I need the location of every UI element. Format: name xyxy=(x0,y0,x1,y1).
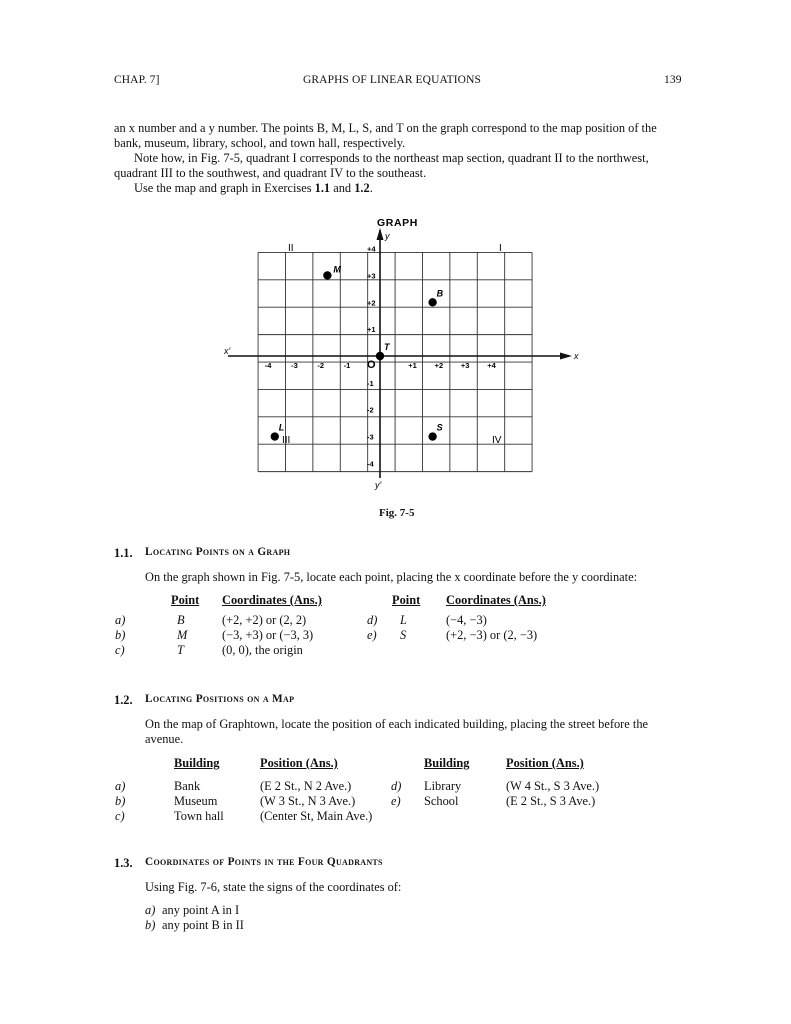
x-tick-label: -4 xyxy=(264,361,272,370)
graph-point xyxy=(428,298,436,306)
building-position: (E 2 St., N 2 Ave.) xyxy=(260,779,352,793)
intro-paragraph-1: an x number and a y number. The points B, M, L, S, and T on the graph correspond to the map position of the bank, museum, library, school, and town hall, respectively. xyxy=(114,121,657,150)
item-letter: e) xyxy=(391,794,401,808)
graph-point xyxy=(376,352,384,360)
quadrant-label: IV xyxy=(492,435,502,446)
point-name: M xyxy=(177,628,188,642)
graph-points xyxy=(271,264,444,440)
quadrant-label: II xyxy=(288,243,294,254)
y-axis-label: y xyxy=(385,231,390,241)
y-tick-label: -3 xyxy=(367,432,374,442)
exercise-number: 1.1. xyxy=(114,546,133,560)
point-name: L xyxy=(400,613,407,627)
point-coordinates: (−3, +3) or (−3, 3) xyxy=(222,628,314,642)
column-header-coordinates: Coordinates (Ans.) xyxy=(446,593,546,607)
item-letter: b) xyxy=(115,628,126,642)
point-label: B xyxy=(436,288,444,299)
point-label: T xyxy=(384,342,390,352)
chapter-label: CHAP. 7] xyxy=(114,74,160,86)
building-name: Library xyxy=(424,779,462,793)
building-position: (E 2 St., S 3 Ave.) xyxy=(506,794,596,808)
exercise-title: Locating Points on a Graph xyxy=(145,546,291,558)
item-letter: b) xyxy=(115,794,126,808)
figure-heading: GRAPH xyxy=(377,217,418,229)
exercise-prompt: On the graph shown in Fig. 7-5, locate each point, placing the x coordinate before the y coordinate: xyxy=(145,570,638,584)
exercise-number: 1.3. xyxy=(114,856,133,870)
column-header-building: Building xyxy=(174,756,220,770)
page-number: 139 xyxy=(664,74,682,86)
exercise-prompt: On the map of Graphtown, locate the position of each indicated building, placing the street before the avenue. xyxy=(145,717,649,746)
y-tick-label: -1 xyxy=(367,378,374,388)
item-letter: a) xyxy=(115,613,126,627)
column-header-point: Point xyxy=(171,593,200,607)
exercise-title: Coordinates of Points in the Four Quadrants xyxy=(145,856,383,868)
intro-paragraph-3: Use the map and graph in Exercises 1.1 and 1.2. xyxy=(134,181,373,195)
item-text: any point B in II xyxy=(162,918,244,932)
building-position: (Center St, Main Ave.) xyxy=(260,809,373,823)
graph-point xyxy=(323,271,331,279)
building-position: (W 4 St., S 3 Ave.) xyxy=(506,779,600,793)
exercise-number: 1.2. xyxy=(114,693,133,707)
building-name: School xyxy=(424,794,459,808)
y-axis-arrow xyxy=(377,228,384,240)
x-tick-label: +2 xyxy=(434,361,444,370)
building-name: Museum xyxy=(174,794,218,808)
y-tick-label: +3 xyxy=(367,271,376,281)
y-tick-label: +2 xyxy=(367,298,376,308)
intro-paragraph-2: Note how, in Fig. 7-5, quadrant I corresponds to the northeast map section, quadrant II to the northwest, quadrant III to the southwest, and quadrant IV to the southeast. xyxy=(114,151,649,180)
quadrant-label: III xyxy=(282,435,291,446)
graph-axes xyxy=(223,228,579,490)
exercise-ref: 1.1 xyxy=(314,181,331,195)
column-header-point: Point xyxy=(392,593,421,607)
y-tick-label: -2 xyxy=(367,405,374,415)
running-title: GRAPHS OF LINEAR EQUATIONS xyxy=(303,74,481,86)
graph-point xyxy=(428,432,436,440)
x-tick-label: -3 xyxy=(291,361,298,370)
x-tick-label: -1 xyxy=(343,361,351,370)
point-coordinates: (0, 0), the origin xyxy=(222,643,303,657)
coordinate-graph-figure xyxy=(220,212,580,502)
building-position: (W 3 St., N 3 Ave.) xyxy=(260,794,356,808)
x-tick-label: +3 xyxy=(460,361,470,370)
exercise-prompt: Using Fig. 7-6, state the signs of the coordinates of: xyxy=(145,880,402,894)
item-letter: c) xyxy=(115,809,125,823)
origin-label: O xyxy=(367,359,376,371)
item-text: any point A in I xyxy=(162,903,240,917)
x-axis-label: x xyxy=(574,351,579,361)
column-header-building: Building xyxy=(424,756,470,770)
y-tick-label: +1 xyxy=(367,325,376,335)
quadrant-label: I xyxy=(499,243,502,254)
item-letter: c) xyxy=(115,643,125,657)
point-label: S xyxy=(436,422,443,433)
y-prime-axis-label: y' xyxy=(375,480,382,490)
x-prime-axis-label: x' xyxy=(224,346,231,356)
x-axis-arrow xyxy=(560,353,572,360)
column-header-position: Position (Ans.) xyxy=(260,756,338,770)
column-header-coordinates: Coordinates (Ans.) xyxy=(222,593,322,607)
exercise-title: Locating Positions on a Map xyxy=(145,693,295,705)
item-letter: a) xyxy=(115,779,126,793)
item-letter: d) xyxy=(391,779,402,793)
item-letter: b) xyxy=(145,918,156,932)
point-name: T xyxy=(177,643,184,657)
point-name: B xyxy=(177,613,185,627)
figure-caption: Fig. 7-5 xyxy=(379,507,415,519)
point-name: S xyxy=(400,628,407,642)
point-label: L xyxy=(278,422,285,433)
column-header-position: Position (Ans.) xyxy=(506,756,584,770)
x-tick-label: +1 xyxy=(408,361,417,370)
item-letter: a) xyxy=(145,903,156,917)
item-letter: d) xyxy=(367,613,378,627)
point-coordinates: (+2, +2) or (2, 2) xyxy=(222,613,307,627)
point-coordinates: (−4, −3) xyxy=(446,613,487,627)
quadrant-labels xyxy=(282,243,502,446)
point-label: M xyxy=(333,264,341,275)
x-tick-label: +4 xyxy=(487,361,496,370)
y-tick-label: -4 xyxy=(367,459,374,469)
point-coordinates: (+2, −3) or (2, −3) xyxy=(446,628,538,642)
graph-point xyxy=(271,432,279,440)
exercise-ref: 1.2 xyxy=(354,181,370,195)
item-letter: e) xyxy=(367,628,377,642)
building-name: Town hall xyxy=(174,809,224,823)
building-name: Bank xyxy=(174,779,201,793)
y-tick-label: +4 xyxy=(367,244,376,254)
x-tick-label: -2 xyxy=(317,361,325,370)
